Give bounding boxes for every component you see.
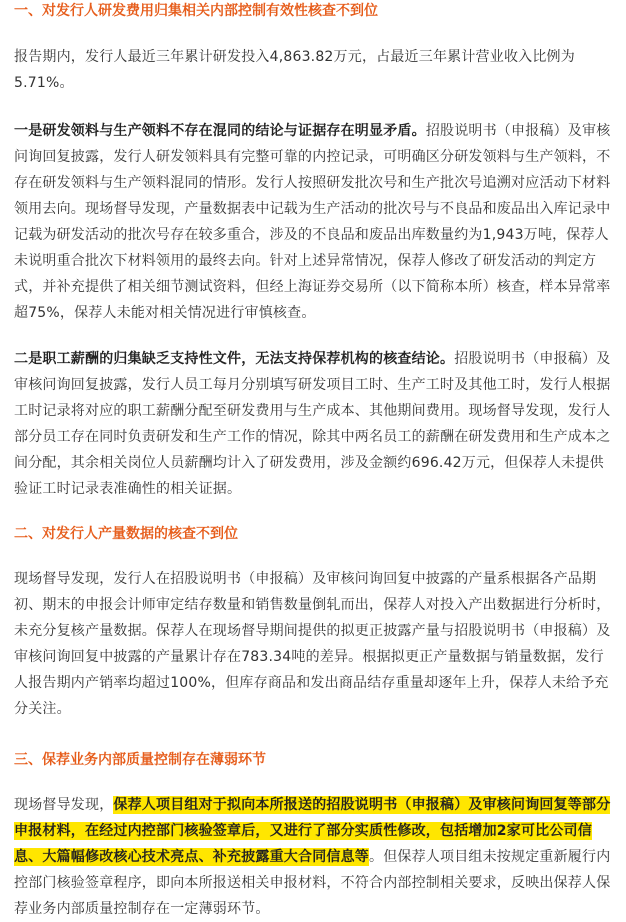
paragraph-rd-point-1 (14, 118, 614, 326)
paragraph-output-data: 现场督导发现，发行人在招股说明书（申报稿）及审核问询回复中披露的产量系根据各产品期初、期末的申报会计师审定结存数量和销售数量倒轧而出，保荐人对投入产出数据进行分析时，未充分复核产量数据。保荐人在现场督导期间提供的拟更正披露产量与招股说明书（申报稿）及审核问询回复中披露的产量累计存在783.34吨的差异。根据拟更正产量数据与销量数据，发行人报告期内产销率均超过100%，但库存商品和发出商品结存重量却逐年上升，保荐人未给予充分关注。 (14, 571, 611, 717)
point-1-lead: 一是研发领料与生产领料不存在混同的结论与证据存在明显矛盾。 (14, 123, 426, 139)
point-2-lead: 二是职工薪酬的归集缺乏支持性文件，无法支持保荐机构的核查结论。 (14, 351, 455, 367)
section-heading-3: 三、保荐业务内部质量控制存在薄弱环节 (14, 752, 266, 768)
highlighted-text: 保荐人项目组对于拟向本所报送的招股说明书（申报稿）及审核问询回复等部分申报材料，在经过内控部门核验签章后，又进行了部分实质性修改，包括增加2家可比公司信息、大篇幅修改核心技术亮点、补充披露重大合同信息等 (14, 797, 611, 865)
qc-tail: 。但保荐人项目组未按规定重新履行内控部门核验签章程序，即向本所报送相关申报材料，不符合内部控制相关要求，反映出保荐人保荐业务内部质量控制存在一定薄弱环节。 (14, 849, 611, 917)
section-heading-1: 一、对发行人研发费用归集相关内部控制有效性核查不到位 (14, 3, 378, 19)
point-2-body: 招股说明书（申报稿）及审核问询回复披露，发行人员工每月分别填写研发项目工时、生产工时及其他工时，发行人根据工时记录将对应的职工薪酬分配至研发费用与生产成本、其他期间费用。现场督导发现，发行人部分员工存在同时负责研发和生产工作的情况，除其中两名员工的薪酬在研发费用和生产成本之间分配，其余相关岗位人员薪酬均计入了研发费用，涉及金额约696.42万元，但保荐人未提供验证工时记录表准确性的相关证据。 (14, 351, 611, 497)
paragraph-quality-control (14, 792, 614, 922)
section-heading-2: 二、对发行人产量数据的核查不到位 (14, 526, 238, 542)
paragraph-rd-intro: 报告期内，发行人最近三年累计研发投入4,863.82万元，占最近三年累计营业收入比例为5.71%。 (14, 49, 575, 91)
paragraph-rd-point-2 (14, 346, 614, 502)
point-1-body: 招股说明书（申报稿）及审核问询回复披露，发行人研发领料具有完整可靠的内控记录，可明确区分研发领料与生产领料，不存在研发领料与生产领料混同的情形。发行人按照研发批次号和生产批次号追溯对应活动下材料领用去向。现场督导发现，产量数据表中记载为生产活动的批次号与不良品和废品出入库记录中记载为研发活动的批次号存在较多重合，涉及的不良品和废品出库数量约为1,943万吨，保荐人未说明重合批次下材料领用的最终去向。针对上述异常情况，保荐人修改了研发活动的判定方式，并补充提供了相关细节测试资料，但经上海证券交易所（以下简称本所）核查，样本异常率超75%，保荐人未能对相关情况进行审慎核查。 (14, 123, 611, 321)
qc-lead: 现场督导发现， (14, 797, 114, 813)
